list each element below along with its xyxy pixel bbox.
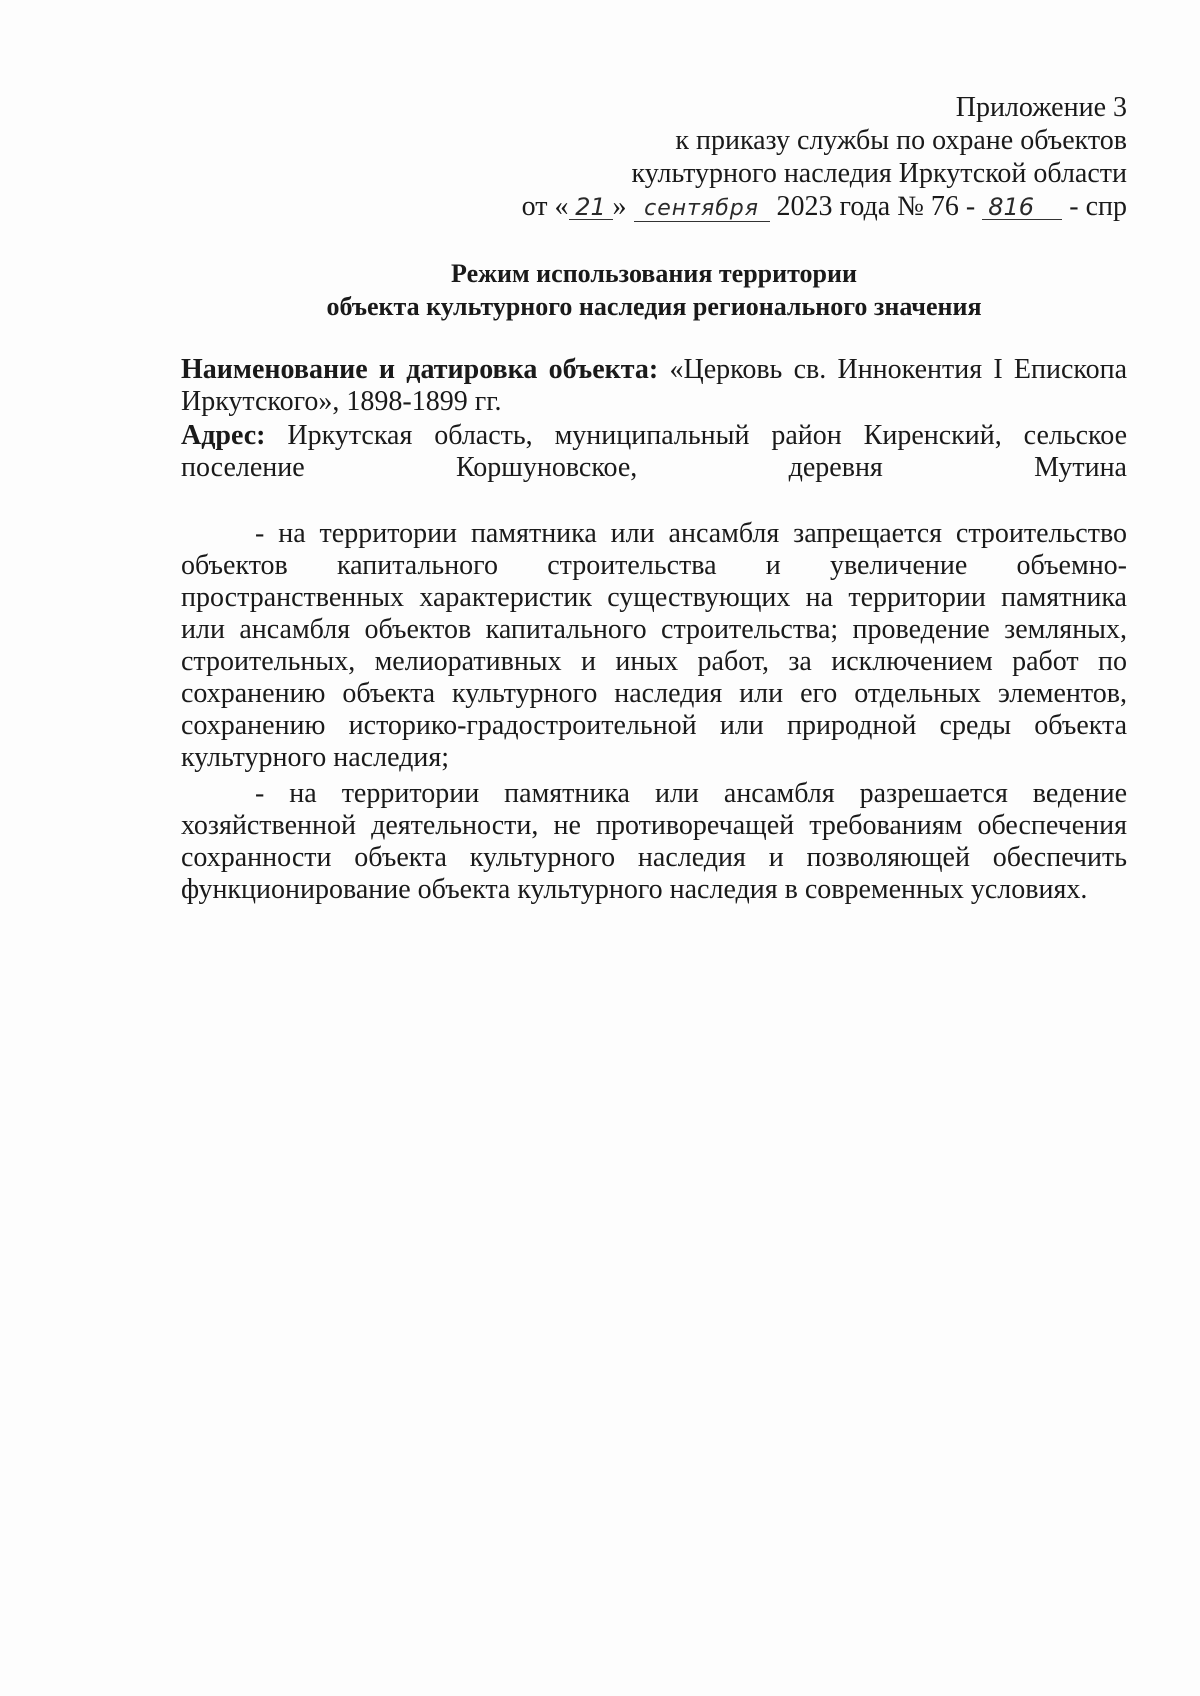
document-title-line1: Режим использования территории (451, 259, 857, 288)
order-reference-line1: к приказу службы по охране объектов (675, 125, 1127, 156)
date-close-quote: » (612, 191, 627, 222)
order-suffix: - спр (1069, 191, 1127, 222)
date-prefix: от « (521, 191, 569, 222)
object-name-paragraph (181, 354, 1127, 418)
year-and-number-prefix: 2023 года № 76 - (776, 191, 976, 222)
address-label: Адрес: (181, 420, 266, 451)
handwritten-month: сентября (634, 193, 770, 225)
order-date-line (522, 191, 1127, 225)
rule-paragraph-2: - на территории памятника или ансамбля разрешается ведение хозяйственной деятельности, не противоречащей требованиям обеспечения сохранности объекта культурного наследия и позволяющей обеспечить функционирование объекта культурного наследия в современных условиях. (181, 778, 1127, 905)
appendix-label: Приложение 3 (955, 92, 1127, 123)
document-title-line2: объекта культурного наследия регионального значения (326, 292, 982, 321)
handwritten-day: 21 (569, 191, 613, 223)
order-reference-line2: культурного наследия Иркутской области (631, 158, 1127, 189)
handwritten-order-number: 816 (982, 191, 1062, 223)
object-name-value: «Церковь св. Иннокентия I Епископа Иркутского», 1898-1899 гг. (181, 354, 1128, 417)
address-paragraph (181, 420, 1127, 484)
rule-paragraph-1: - на территории памятника или ансамбля запрещается строительство объектов капитального строительства и увеличение объемно-пространственных характеристик существующих на территории памятника или ансамбля объектов капитального строительства; проведение земляных, строительных, мелиоративных и иных работ, за исключением работ по сохранению объекта культурного наследия или его отдельных элементов, сохранению историко-градостроительной или природной среды объекта культурного наследия; (181, 518, 1127, 773)
address-value: Иркутская область, муниципальный район Киренский, сельское поселение Коршуновское, деревня Мутина (181, 420, 1127, 483)
object-name-label: Наименование и датировка объекта: (181, 354, 659, 385)
